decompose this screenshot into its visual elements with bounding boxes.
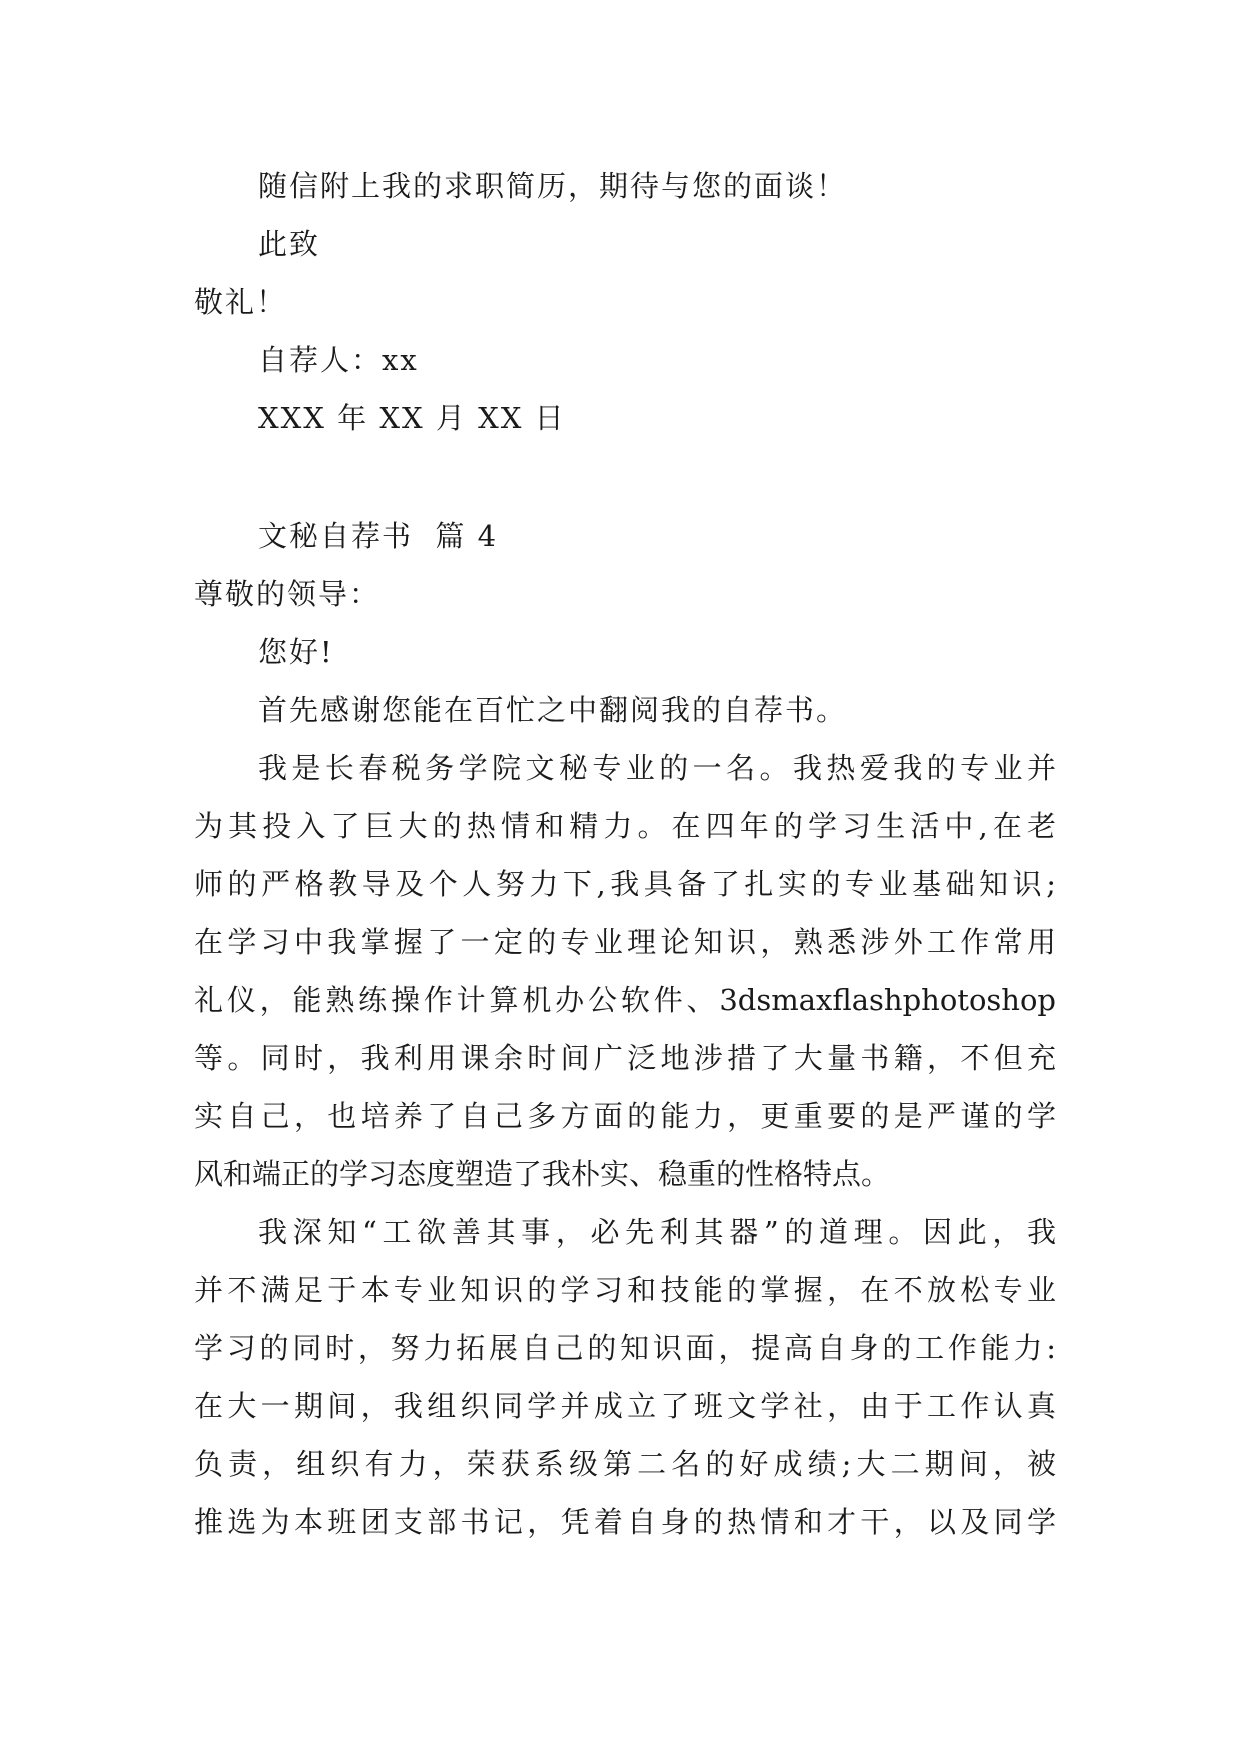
paragraph-2-line: 我深知“工欲善其事，必先利其器”的道理。因此，我 xyxy=(258,1215,1056,1249)
paragraph-1-line: 礼仪，能熟练操作计算机办公软件、3dsmaxflashphotoshop xyxy=(194,983,1056,1017)
signer-line: 自荐人：xx xyxy=(258,343,419,377)
salutation: 尊敬的领导： xyxy=(194,577,381,611)
intro-line: 首先感谢您能在百忙之中翻阅我的自荐书。 xyxy=(258,693,848,727)
attach-resume-line: 随信附上我的求职简历，期待与您的面谈！ xyxy=(258,169,848,203)
paragraph-1-line: 我是长春税务学院文秘专业的一名。我热爱我的专业并 xyxy=(258,751,1056,785)
section-title: 文秘自荐书 篇 4 xyxy=(258,519,499,553)
closing-regards-line-2: 敬礼！ xyxy=(194,285,288,319)
date-line: XXX 年 XX 月 XX 日 xyxy=(258,401,566,435)
closing-regards-line-1: 此致 xyxy=(258,227,321,261)
paragraph-2-line: 学习的同时，努力拓展自己的知识面，提高自身的工作能力: xyxy=(194,1331,1056,1365)
paragraph-2-line: 负责，组织有力，荣获系级第二名的好成绩;大二期间，被 xyxy=(194,1447,1056,1481)
paragraph-2-line: 在大一期间，我组织同学并成立了班文学社，由于工作认真 xyxy=(194,1389,1056,1423)
paragraph-1-line: 风和端正的学习态度塑造了我朴实、稳重的性格特点。 xyxy=(194,1157,891,1191)
greeting: 您好! xyxy=(258,635,334,669)
paragraph-2-line: 推选为本班团支部书记，凭着自身的热情和才干，以及同学 xyxy=(194,1505,1056,1539)
paragraph-1-line: 实自己，也培养了自己多方面的能力，更重要的是严谨的学 xyxy=(194,1099,1056,1133)
paragraph-1-line: 等。同时，我利用课余时间广泛地涉措了大量书籍，不但充 xyxy=(194,1041,1056,1075)
paragraph-1-line: 为其投入了巨大的热情和精力。在四年的学习生活中,在老 xyxy=(194,809,1056,843)
paragraph-2-line: 并不满足于本专业知识的学习和技能的掌握，在不放松专业 xyxy=(194,1273,1056,1307)
paragraph-1-line: 在学习中我掌握了一定的专业理论知识，熟悉涉外工作常用 xyxy=(194,925,1056,959)
paragraph-1-line: 师的严格教导及个人努力下,我具备了扎实的专业基础知识; xyxy=(194,867,1056,901)
